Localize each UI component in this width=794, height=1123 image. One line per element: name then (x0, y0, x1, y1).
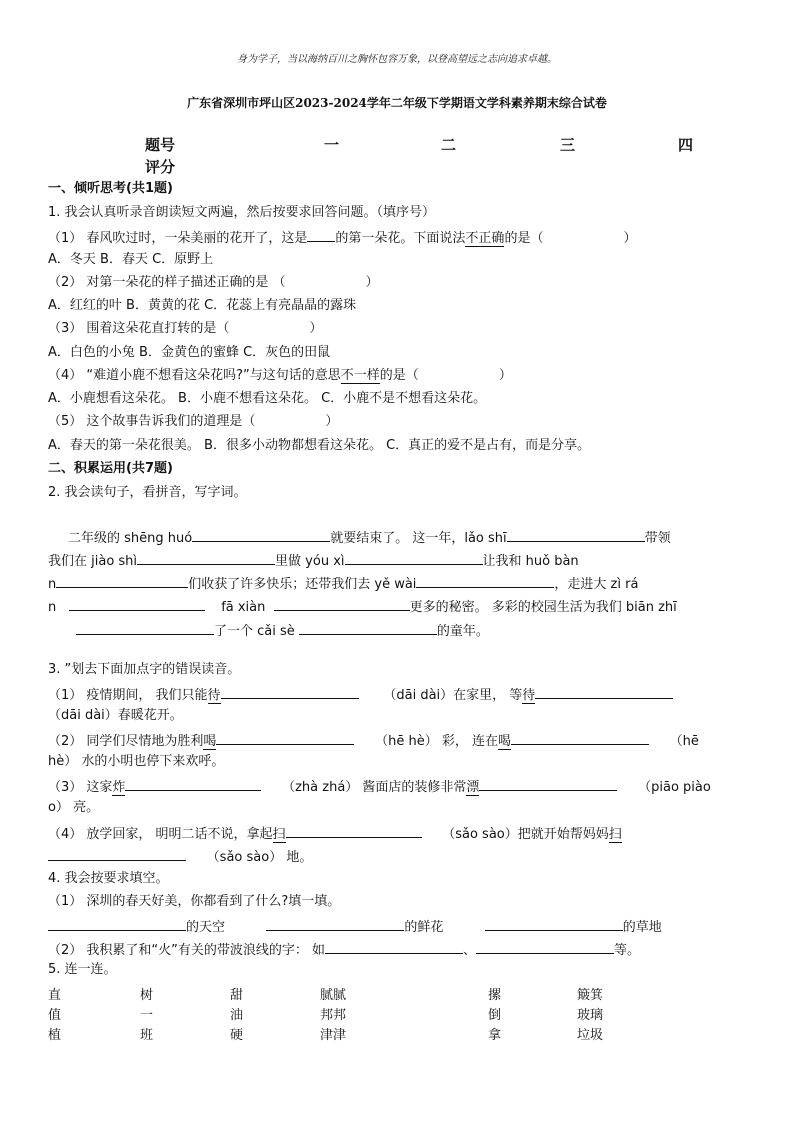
answer-blank[interactable] (274, 597, 410, 611)
text-segment: ） (498, 368, 512, 383)
text-segment: 的是（ (504, 231, 544, 246)
text-segment: （piāo piào (638, 780, 711, 795)
match-item[interactable]: 津津 (320, 1028, 347, 1043)
pronunciation-item (48, 824, 622, 843)
answer-blank[interactable] (485, 917, 623, 931)
text-segment: 等。 (614, 943, 641, 958)
score-col-1: 一 (324, 136, 340, 154)
match-item[interactable]: 植 (48, 1028, 62, 1043)
text-segment: 我们在 jiào shì (48, 554, 138, 569)
match-item[interactable]: 一 (140, 1008, 154, 1023)
answer-blank[interactable] (125, 777, 261, 791)
match-item[interactable]: 甜 (230, 988, 244, 1003)
options: A．春天的第一朵花很美。 B．很多小动物都想看这朵花。 C．真正的爱不是占有，而是分享。 (48, 438, 591, 453)
text-segment: （2） 我积累了和“火”有关的带波浪线的字： 如 (48, 943, 326, 958)
text-segment: （2） 同学们尽情地为胜利 (48, 734, 204, 749)
pronunciation-item (48, 731, 699, 750)
text-segment: 的鲜花 (404, 920, 444, 935)
options: A．红红的叶 B．黄黄的花 C．花蕊上有亮晶晶的露珠 (48, 298, 357, 313)
text-segment: 更多的秘密。 多彩的校园生活为我们 biān zhī (409, 600, 677, 615)
sub-question (48, 275, 379, 291)
question-text: 2. 我会读句子，看拼音，写字词。 (48, 485, 247, 500)
dotted-char: 喝 (497, 734, 511, 749)
text-segment: （hē hè） 彩， 连在 (375, 734, 498, 749)
match-item[interactable]: 拿 (488, 1028, 502, 1043)
emphasis-text: 不一样 (340, 368, 380, 383)
match-item[interactable]: 簸箕 (577, 988, 604, 1003)
question-text: 3. ”划去下面加点字的错误读音。 (48, 662, 241, 677)
answer-blank[interactable] (266, 917, 404, 931)
pronunciation-item (48, 685, 673, 704)
dotted-char: 炸 (112, 780, 126, 795)
match-item[interactable]: 树 (140, 988, 154, 1003)
match-item[interactable]: 摞 (488, 988, 502, 1003)
match-item[interactable]: 玻璃 (577, 1008, 604, 1023)
answer-blank[interactable] (286, 824, 422, 838)
answer-blank[interactable] (479, 777, 617, 791)
exam-title: 广东省深圳市坪山区2023-2024学年二年级下学期语文学科素养期末综合试卷 (187, 96, 607, 110)
match-item[interactable]: 直 (48, 988, 62, 1003)
pronunciation-item-cont: hè） 水的小明也停下来欢呼。 (48, 754, 225, 769)
emphasis-text: 不正确 (465, 231, 505, 246)
match-item[interactable]: 硬 (230, 1028, 244, 1043)
answer-blank[interactable] (48, 917, 186, 931)
text-segment: （5） 这个故事告诉我们的道理是（ (48, 414, 256, 429)
text-segment: 们收获了许多快乐；还带我们去 yě wài (188, 577, 417, 592)
text-segment: ） (365, 275, 379, 290)
text-segment: 二年级的 shēng huó (68, 531, 193, 546)
section-heading: 一、倾听思考(共1题) (48, 181, 173, 196)
text-segment: ，走进大 zì rá (554, 577, 639, 592)
score-row-label: 评分 (145, 158, 176, 176)
dotted-char: 待 (207, 688, 221, 703)
match-item[interactable]: 油 (230, 1008, 244, 1023)
answer-blank[interactable] (56, 574, 188, 588)
answer-blank[interactable] (76, 621, 214, 635)
text-segment: 的天空 (186, 920, 226, 935)
fill-line (48, 917, 662, 936)
text-segment: （zhà zhá） 酱面店的装修非常 (282, 780, 467, 795)
text-segment: 、 (463, 943, 477, 958)
text-segment: n (48, 600, 57, 615)
text-segment: （3） 围着这朵花直打转的是（ (48, 321, 230, 336)
text-segment: 带领 (644, 531, 671, 546)
text-segment: （sǎo sào）把就开始帮妈妈 (442, 827, 609, 842)
match-item[interactable]: 倒 (488, 1008, 502, 1023)
sub-question: （1） 深圳的春天好美，你都看到了什么?填一填。 (48, 894, 341, 909)
text-segment: 里做 yóu xì (275, 554, 345, 569)
answer-blank[interactable] (137, 551, 275, 565)
question-text: 4. 我会按要求填空。 (48, 871, 169, 886)
sub-question (48, 321, 322, 337)
question-text: 1. 我会认真听录音朗读短文两遍，然后按要求回答问题。（填序号） (48, 205, 436, 220)
options: A．冬天 B．春天 C．原野上 (48, 252, 214, 267)
text-segment: （1） 春风吹过时，一朵美丽的花开了，这是 (48, 231, 308, 246)
answer-blank[interactable] (299, 621, 437, 635)
options: A．小鹿想看这朵花。 B．小鹿不想看这朵花。 C．小鹿不是不想看这朵花。 (48, 391, 487, 406)
match-item[interactable]: 腻腻 (320, 988, 347, 1003)
dotted-char: 漂 (466, 780, 480, 795)
text-segment: 的是（ (379, 368, 419, 383)
answer-blank[interactable] (69, 597, 205, 611)
text-segment: fā xiàn (221, 600, 266, 615)
match-item[interactable]: 班 (140, 1028, 154, 1043)
match-item[interactable]: 垃圾 (577, 1028, 604, 1043)
match-item[interactable]: 邦邦 (320, 1008, 347, 1023)
text-segment: ） (623, 231, 637, 246)
text-segment: （3） 这家 (48, 780, 113, 795)
text-segment: （4） 放学回家， 明明二话不说，拿起 (48, 827, 273, 842)
score-col-3: 三 (560, 136, 576, 154)
text-segment: （sǎo sào） 地。 (206, 850, 313, 865)
score-table-header-label: 题号 (145, 136, 176, 154)
text-segment: 了一个 cǎi sè (214, 624, 295, 639)
fill-line (48, 551, 579, 570)
text-segment: （4） “难道小鹿不想看这朵花吗?”与这句话的意思 (48, 368, 341, 383)
options: A．白色的小兔 B．金黄色的蜜蜂 C．灰色的田鼠 (48, 345, 331, 360)
dotted-char: 待 (522, 688, 536, 703)
motto: 身为学子，当以海纳百川之胸怀包容万象，以登高望远之志向追求卓越。 (237, 54, 557, 65)
sub-question (48, 228, 636, 247)
text-segment: 让我和 huǒ bàn (482, 554, 579, 569)
sub-question (48, 414, 338, 430)
answer-blank[interactable] (476, 940, 614, 954)
score-col-2: 二 (441, 136, 457, 154)
text-segment: ） (309, 321, 323, 336)
text-segment: （dāi dài）在家里， 等 (383, 688, 523, 703)
text-segment: 的草地 (622, 920, 662, 935)
answer-blank[interactable] (221, 685, 359, 699)
text-segment: 的第一朵花。下面说法 (335, 231, 466, 246)
answer-blank[interactable] (535, 685, 673, 699)
text-segment: 就要结束了。 这一年，lǎo shī (330, 531, 507, 546)
section-heading: 二、积累运用(共7题) (48, 461, 173, 476)
dotted-char: 扫 (608, 827, 622, 842)
pronunciation-item-cont: （dāi dài）春暖花开。 (48, 708, 183, 723)
sub-question (48, 368, 512, 384)
dotted-char: 扫 (272, 827, 286, 842)
fill-line (68, 528, 671, 547)
match-item[interactable]: 值 (48, 1008, 62, 1023)
text-segment: 的童年。 (436, 624, 489, 639)
fill-line (76, 621, 489, 640)
text-segment: （hē (669, 734, 699, 749)
text-segment: n (48, 577, 57, 592)
fill-line (48, 597, 677, 616)
answer-blank[interactable] (511, 731, 649, 745)
pronunciation-item (48, 777, 711, 796)
answer-blank[interactable] (416, 574, 554, 588)
text-segment: ） (325, 414, 339, 429)
answer-blank[interactable] (345, 551, 483, 565)
question-text: 5. 连一连。 (48, 962, 117, 977)
score-col-4: 四 (678, 136, 694, 154)
answer-blank[interactable] (192, 528, 330, 542)
answer-blank[interactable] (48, 847, 186, 861)
answer-blank[interactable] (507, 528, 645, 542)
dotted-char: 喝 (203, 734, 217, 749)
pronunciation-item-cont (48, 847, 312, 866)
text-segment: （2） 对第一朵花的样子描述正确的是 （ (48, 275, 286, 290)
answer-blank[interactable] (307, 228, 335, 242)
fill-line (48, 940, 640, 959)
answer-blank[interactable] (325, 940, 463, 954)
fill-line (48, 574, 638, 593)
text-segment: （1） 疫情期间， 我们只能 (48, 688, 208, 703)
answer-blank[interactable] (216, 731, 354, 745)
pronunciation-item-cont: o） 亮。 (48, 800, 100, 815)
